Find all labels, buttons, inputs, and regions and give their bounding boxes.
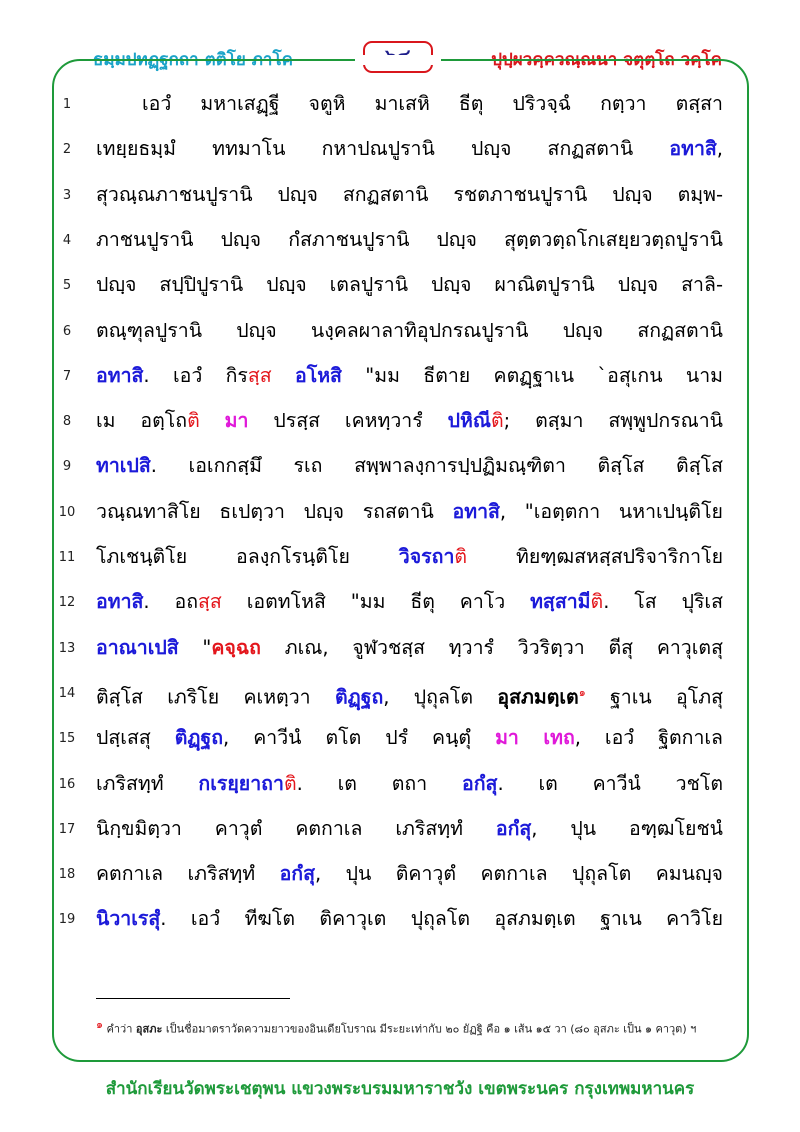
line-number: 1 xyxy=(62,97,72,112)
emphasis-word: ปหิณี xyxy=(447,409,491,433)
text-segment: ปญฺจ สปฺปิปูรานิ ปญฺจ เตลปูรานิ ปญฺจ ผาณิตปูรานิ ปญฺจ สาลิ- xyxy=(96,273,723,297)
line-number: 16 xyxy=(58,776,76,792)
text-line xyxy=(96,671,723,715)
emphasis-word: มา เทถ xyxy=(495,726,575,750)
line-number: 3 xyxy=(62,187,72,203)
text-segment xyxy=(272,364,295,387)
text-line xyxy=(96,444,723,488)
text-segment: . อถ xyxy=(143,590,199,614)
text-segment: . เต ตถา xyxy=(296,771,463,795)
emphasis-word: อาณาเปสิ xyxy=(96,635,179,659)
emphasis-word: สฺส xyxy=(247,363,272,387)
emphasis-word: อกํสุ xyxy=(279,862,315,886)
emphasis-word: ทาเปสิ xyxy=(96,454,151,478)
text-segment xyxy=(200,409,225,432)
emphasis-word: อกํสุ xyxy=(495,816,532,840)
text-line xyxy=(96,535,723,579)
text-segment: , "เอตฺตกา นหาเปนฺติโย xyxy=(499,499,723,523)
text-line xyxy=(96,716,723,760)
frame-gap xyxy=(355,55,441,65)
emphasis-word: ติ xyxy=(283,771,297,795)
text-line xyxy=(96,354,723,398)
text-segment: . เอวํ ทีฆโต ติคาวุเต ปุถุลโต อุสภมตฺเต ฐาเน คาวิโย xyxy=(160,907,723,931)
line-number: 2 xyxy=(62,142,72,158)
line-number: 17 xyxy=(58,821,76,837)
text-line xyxy=(96,218,723,262)
emphasis-word: วิจรถา xyxy=(398,545,455,568)
text-segment: ภาชนปูรานิ ปญฺจ กํสภาชนปูรานิ ปญฺจ สุตฺตวตฺถโกเสยฺยวตฺถปูรานิ xyxy=(96,227,723,251)
text-segment: ภเณ, จูฬวชสฺส ทฺวารํ วิวริตฺวา ตีสุ คาวุเตสุ xyxy=(260,635,723,659)
text-segment: . เอเกกสฺมึ รเถ สพฺพาลงฺการปฺปฏิมณฺฑิตา ติสฺโส ติสฺโส xyxy=(150,454,723,478)
line-number: 8 xyxy=(62,414,72,430)
text-line xyxy=(96,852,723,896)
line-number: 7 xyxy=(62,368,72,384)
text-line xyxy=(96,807,723,851)
text-segment: เอตทโหสิ "มม ธีตุ คาโว xyxy=(221,590,531,614)
text-line xyxy=(96,127,723,171)
emphasis-word: อทาสิ xyxy=(96,590,144,614)
emphasis-word: อทาสิ xyxy=(452,499,500,523)
line-number: 11 xyxy=(58,550,76,565)
footnote-marker: ๑ xyxy=(96,1018,103,1031)
footnote xyxy=(96,1014,726,1041)
text-line xyxy=(96,580,723,624)
emphasis-word: อกํสุ xyxy=(462,771,498,795)
line-number: 13 xyxy=(58,640,76,656)
text-segment: เภริสทฺทํ xyxy=(96,771,199,795)
text-segment: . เอวํ กิร xyxy=(143,363,248,387)
text-line xyxy=(96,490,723,534)
line-number: 19 xyxy=(58,912,76,928)
text-segment: เทยฺยธมฺมํ ททมาโน กหาปณปูรานิ ปญฺจ สกฏสตานิ xyxy=(96,137,670,161)
text-line xyxy=(96,399,723,443)
emphasis-word: ติ xyxy=(187,409,200,433)
emphasis-word: กเรยฺยาถา xyxy=(198,771,284,795)
text-segment: , ปุถุลโต xyxy=(383,685,498,709)
line-number: 12 xyxy=(58,595,76,611)
line-number: 10 xyxy=(58,504,76,520)
text-segment: คตกาเล เภริสทฺทํ xyxy=(96,862,280,886)
emphasis-word: สฺส xyxy=(198,590,222,614)
text-segment: " xyxy=(178,635,212,659)
emphasis-word: ติ xyxy=(490,409,504,433)
line-number: 5 xyxy=(62,278,72,294)
emphasis-word: อโหสิ xyxy=(295,363,342,387)
footer: สำนักเรียนวัดพระเชตุพน แขวงพระบรมมหาราชวัง เขตพระนคร กรุงเทพมหานคร xyxy=(105,1079,695,1099)
line-number: 15 xyxy=(58,731,76,747)
text-line xyxy=(96,82,723,126)
text-segment: , ปุน ติคาวุตํ คตกาเล ปุถุลโต คมนญฺจ xyxy=(314,862,723,886)
header-right-title: ปุปฺผวคฺควณฺณนา จตุตฺโถ วคฺโค xyxy=(491,50,722,70)
text-segment: ฐาเน อุโภสุ xyxy=(585,685,723,709)
emphasis-word: อทาสิ xyxy=(669,137,717,161)
footnote-text: เป็นชื่อมาตราวัดความยาวของอินเดียโบราณ มีระยะเท่ากับ ๒๐ ยัฏฐิ คือ ๑ เส้น ๑๕ วา (๘๐ อุสภะ เป็น ๑ คาวุต) ฯ xyxy=(162,1022,697,1036)
emphasis-word: อทาสิ xyxy=(96,363,144,387)
text-segment: เอวํ มหาเสฏฺฐี จตูหิ มาเสหิ ธีตุ ปริวจฺฉํ กตฺวา ตสฺสา xyxy=(142,92,723,115)
emphasis-word: นิวาเรสุํ xyxy=(96,907,161,931)
text-segment: ติสฺโส เภริโย คเหตฺวา xyxy=(96,685,335,709)
text-segment: โภเชนฺติโย อลงฺกโรนฺติโย xyxy=(96,545,399,568)
text-segment: . โส ปุริเส xyxy=(603,590,723,614)
emphasis-word: คจฺฉถ xyxy=(211,635,261,659)
text-segment: ปสฺเสสุ xyxy=(96,726,175,750)
text-line xyxy=(96,762,723,806)
footnote-rule xyxy=(96,998,290,999)
text-segment: ตณฺฑุลปูรานิ ปญฺจ นงฺคลผาลาทิอุปกรณปูรานิ ปญฺจ สกฏสตานิ xyxy=(96,318,723,342)
text-segment: , เอวํ ฐิตกาเล xyxy=(574,726,724,750)
text-line xyxy=(96,626,723,670)
text-segment: . เต คาวีนํ วชโต xyxy=(497,771,724,795)
emphasis-word: อุสภมตฺเต xyxy=(497,685,579,709)
line-number: 9 xyxy=(62,459,72,475)
text-segment: ปรสฺส เคหทฺวารํ xyxy=(248,409,448,433)
footnote-term: อุสภะ xyxy=(135,1022,163,1036)
text-line xyxy=(96,263,723,307)
line-number: 14 xyxy=(58,685,76,701)
footnote-ref: ๑ xyxy=(578,685,586,699)
text-segment: เม อตฺโถ xyxy=(96,409,188,433)
emphasis-word: ติ xyxy=(454,545,468,568)
text-line xyxy=(96,173,723,217)
emphasis-word: ทสฺสามี xyxy=(530,590,591,614)
text-segment: , xyxy=(716,137,723,161)
text-segment: นิกฺขมิตฺวา คาวุตํ คตกาเล เภริสทฺทํ xyxy=(96,816,496,840)
text-line xyxy=(96,897,723,941)
text-segment: วณฺณทาสิโย ธเปตฺวา ปญฺจ รถสตานิ xyxy=(96,499,453,523)
text-segment: "มม ธีตาย คตฏฺฐาเน `อสุเกน นาม xyxy=(341,363,723,387)
line-number: 18 xyxy=(58,867,76,883)
text-segment: , คาวีนํ ตโต ปรํ คนฺตุํ xyxy=(223,726,496,750)
text-segment: , ปุน อฑฺฒโยชนํ xyxy=(531,816,724,840)
text-segment: ; ตสฺมา สพฺพูปกรณานิ xyxy=(503,409,724,433)
emphasis-word: ติฏฺฐถ xyxy=(334,685,384,709)
emphasis-word: ติ xyxy=(590,590,604,614)
line-number: 4 xyxy=(62,232,72,248)
text-line xyxy=(96,309,723,353)
footnote-lead: คำว่า xyxy=(106,1022,136,1036)
emphasis-word: ติฏฺฐถ xyxy=(174,726,224,750)
text-segment: ทิยฑฺฒสหสฺสปริจาริกาโย xyxy=(467,545,723,568)
line-number: 6 xyxy=(62,323,72,339)
text-segment: สุวณฺณภาชนปูรานิ ปญฺจ สกฏสตานิ รชตภาชนปูรานิ ปญฺจ ตมฺพ- xyxy=(96,182,723,206)
emphasis-word: มา xyxy=(224,409,249,433)
header-left-title: ธมฺมปทฏฺฐกถา ตติโย ภาโค xyxy=(93,50,293,70)
